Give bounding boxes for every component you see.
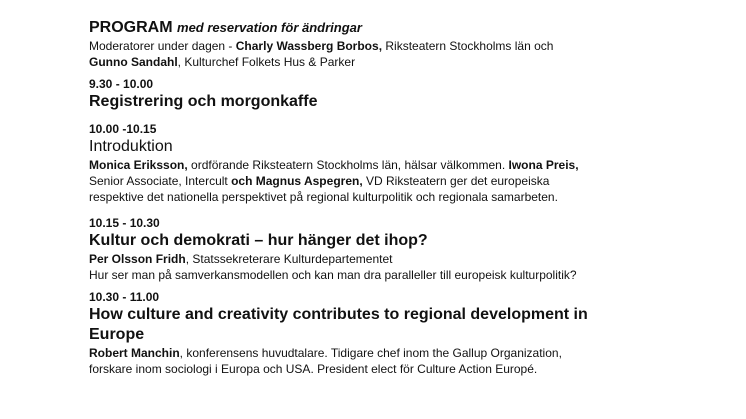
session-introduction <box>89 121 729 205</box>
speaker-name: Iwona Preis, <box>508 158 579 172</box>
session-time: 10.30 - 11.00 <box>89 290 160 304</box>
session-question: Hur ser man på samverkansmodellen och kan man dra paralleller till europeisk kulturpolitik? <box>89 268 577 282</box>
session-text-line-2: forskare inom sociologi i Europa och USA. President elect för Culture Action Europé. <box>89 362 538 376</box>
speaker-name: och Magnus Aspegren, <box>231 174 363 188</box>
program-note: med reservation för ändringar <box>177 20 362 35</box>
program-heading <box>89 18 729 38</box>
moderators-intro: Moderatorer under dagen - <box>89 39 236 53</box>
session-time: 10.00 -10.15 <box>89 122 157 136</box>
moderator-name-2: Gunno Sandahl <box>89 55 178 69</box>
moderators-line-2 <box>89 54 729 70</box>
session-title: Registrering och morgonkaffe <box>89 93 318 110</box>
moderators-line-1 <box>89 38 729 54</box>
session-title: Introduktion <box>89 138 173 155</box>
moderator-role-2: , Kulturchef Folkets Hus & Parker <box>177 55 356 69</box>
session-time: 9.30 - 10.00 <box>89 77 154 91</box>
program-document <box>89 18 729 377</box>
session-time: 10.15 - 10.30 <box>89 216 160 230</box>
speaker-role: , Statssekreterare Kulturdepartementet <box>185 252 393 266</box>
speaker-text: ordförande Riksteatern Stockholms län, hälsar välkommen. <box>187 158 509 172</box>
speaker-text: , konferensens huvudtalare. Tidigare chef inom the Gallup Organization, <box>179 346 562 360</box>
session-speaker-line <box>89 345 729 361</box>
session-text-line-3: respektive det nationella perspektivet på regional kulturpolitik och regionala samarbeten. <box>89 190 558 204</box>
session-keynote <box>89 289 729 377</box>
moderator-role-1: Riksteatern Stockholms län och <box>382 39 554 53</box>
speaker-text: Senior Associate, Intercult <box>89 174 232 188</box>
session-registration <box>89 76 729 112</box>
session-culture-democracy <box>89 215 729 283</box>
session-speaker-line <box>89 251 729 267</box>
program-title: PROGRAM <box>89 19 173 36</box>
session-title: Kultur och demokrati – hur hänger det ihop? <box>89 232 428 249</box>
session-text-line-1 <box>89 157 729 173</box>
session-text-line-2 <box>89 173 729 189</box>
speaker-text: VD Riksteatern ger det europeiska <box>362 174 550 188</box>
speaker-name: Per Olsson Fridh <box>89 252 186 266</box>
session-title-line-1: How culture and creativity contributes to regional development in <box>89 306 588 323</box>
moderator-name-1: Charly Wassberg Borbos, <box>235 39 383 53</box>
speaker-name: Monica Eriksson, <box>89 158 188 172</box>
session-title-line-2: Europe <box>89 326 145 343</box>
speaker-name: Robert Manchin <box>89 346 180 360</box>
